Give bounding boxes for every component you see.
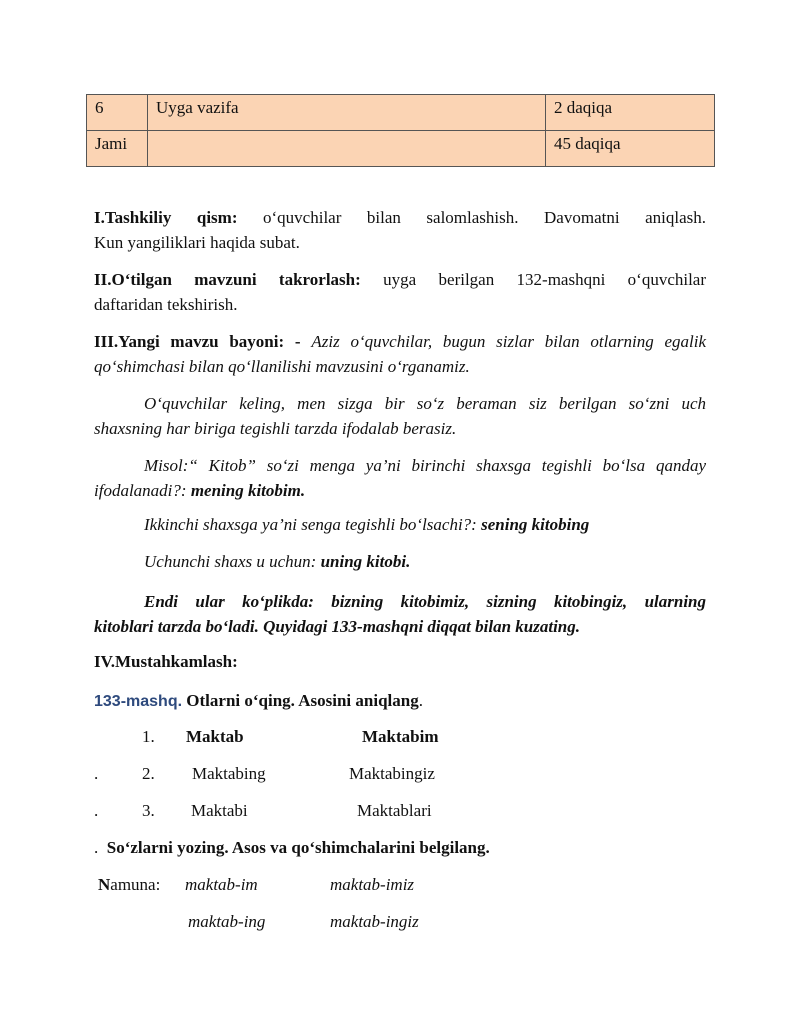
paragraph-text: ifodalanadi?: — [94, 481, 187, 500]
list-item — [94, 762, 494, 786]
list-word: Maktab — [186, 727, 244, 746]
namuna-word: maktab-ing — [188, 912, 266, 931]
list-item — [94, 799, 494, 823]
table-cell-number: Jami — [87, 131, 148, 167]
section-heading: I.Tashkiliy qism: — [94, 208, 238, 227]
lesson-plan-table — [86, 94, 715, 167]
namuna-row — [98, 910, 498, 934]
section-tashkiliy — [94, 205, 706, 255]
paragraph-answer: uning kitobi. — [320, 552, 411, 571]
list-word-possessive: Maktabim — [362, 727, 439, 746]
section-bayon — [94, 329, 706, 379]
exercise-title — [94, 689, 423, 714]
namuna-word-plural: maktab-imiz — [330, 875, 415, 894]
section-heading: II.O‘tilgan mavzuni takrorlash: — [94, 270, 361, 289]
namuna-word-plural: maktab-ingiz — [330, 912, 419, 931]
list-prefix: . — [94, 764, 99, 783]
paragraph-answer: sening kitobing — [481, 515, 590, 534]
paragraph-answer: mening kitobim. — [190, 481, 306, 500]
section-text: uyga berilgan 132-mashqni o‘quvchilar — [383, 270, 707, 289]
section-mustahkamlash-heading — [94, 650, 238, 674]
section-text: Aziz o‘quvchilar, bugun sizlar bilan otlarning egalik — [311, 332, 706, 351]
list-word: Maktabi — [191, 801, 248, 820]
list-number: 1. — [142, 727, 155, 746]
section-takrorlash — [94, 267, 706, 317]
task-prefix: . — [94, 838, 99, 857]
section-text: daftaridan tekshirish. — [94, 295, 238, 314]
task-text: So‘zlarni yozing. Asos va qo‘shimchalarini belgilang. — [106, 838, 490, 857]
table-row — [87, 95, 715, 131]
namuna-row — [98, 873, 498, 897]
task-instruction — [94, 836, 490, 860]
paragraph-text: O‘quvchilar keling, men sizga bir so‘z beraman siz berilgan so‘zni uch — [144, 394, 706, 413]
paragraph-text: kitoblari tarzda bo‘ladi. Quyidagi 133-mashqni diqqat bilan kuzating. — [94, 617, 580, 636]
section-text: o‘quvchilar bilan salomlashish. Davomatni aniqlash. — [263, 208, 706, 227]
paragraph-text: Endi ular ko‘plikda: bizning kitobimiz, sizning kitobingiz, ularning — [144, 592, 706, 611]
section-text: Kun yangiliklari haqida subat. — [94, 233, 300, 252]
table-cell-activity: Uyga vazifa — [148, 95, 546, 131]
namuna-word: maktab-im — [185, 875, 258, 894]
paragraph-text: Ikkinchi shaxsga ya’ni senga tegishli bo‘lsachi?: — [144, 515, 477, 534]
section-text: qo‘shimchasi bilan qo‘llanilishi mavzusini o‘rganamiz. — [94, 357, 470, 376]
paragraph-plural — [94, 589, 706, 639]
paragraph-instruction — [94, 391, 706, 441]
table-row — [87, 131, 715, 167]
namuna-label: Namuna: — [98, 875, 161, 894]
paragraph-text: shaxsning har biriga tegishli tarzda ifodalab berasiz. — [94, 419, 457, 438]
list-number: 3. — [142, 801, 155, 820]
list-word: Maktabing — [192, 764, 266, 783]
paragraph-second-person — [144, 513, 589, 537]
paragraph-third-person — [144, 550, 410, 574]
table-cell-number: 6 — [87, 95, 148, 131]
paragraph-text: Uchunchi shaxs u uchun: — [144, 552, 317, 571]
section-heading: IV.Mustahkamlash: — [94, 652, 238, 671]
exercise-instruction: Otlarni o‘qing. Asosini aniqlang — [186, 691, 419, 710]
list-prefix: . — [94, 801, 99, 820]
list-word-possessive: Maktablari — [357, 801, 432, 820]
table-cell-activity — [148, 131, 546, 167]
list-word-possessive: Maktabingiz — [349, 764, 435, 783]
list-number: 2. — [142, 764, 155, 783]
paragraph-text: Misol:“ Kitob” so‘zi menga ya’ni birinchi shaxsga tegishli bo‘lsa qanday — [144, 456, 706, 475]
list-item — [94, 725, 494, 749]
table-cell-time: 45 daqiqa — [546, 131, 715, 167]
exercise-number: 133-mashq. — [94, 693, 183, 710]
section-heading: III.Yangi mavzu bayoni: - — [94, 332, 301, 351]
table-cell-time: 2 daqiqa — [546, 95, 715, 131]
paragraph-example — [94, 453, 706, 503]
exercise-dot: . — [418, 691, 423, 710]
